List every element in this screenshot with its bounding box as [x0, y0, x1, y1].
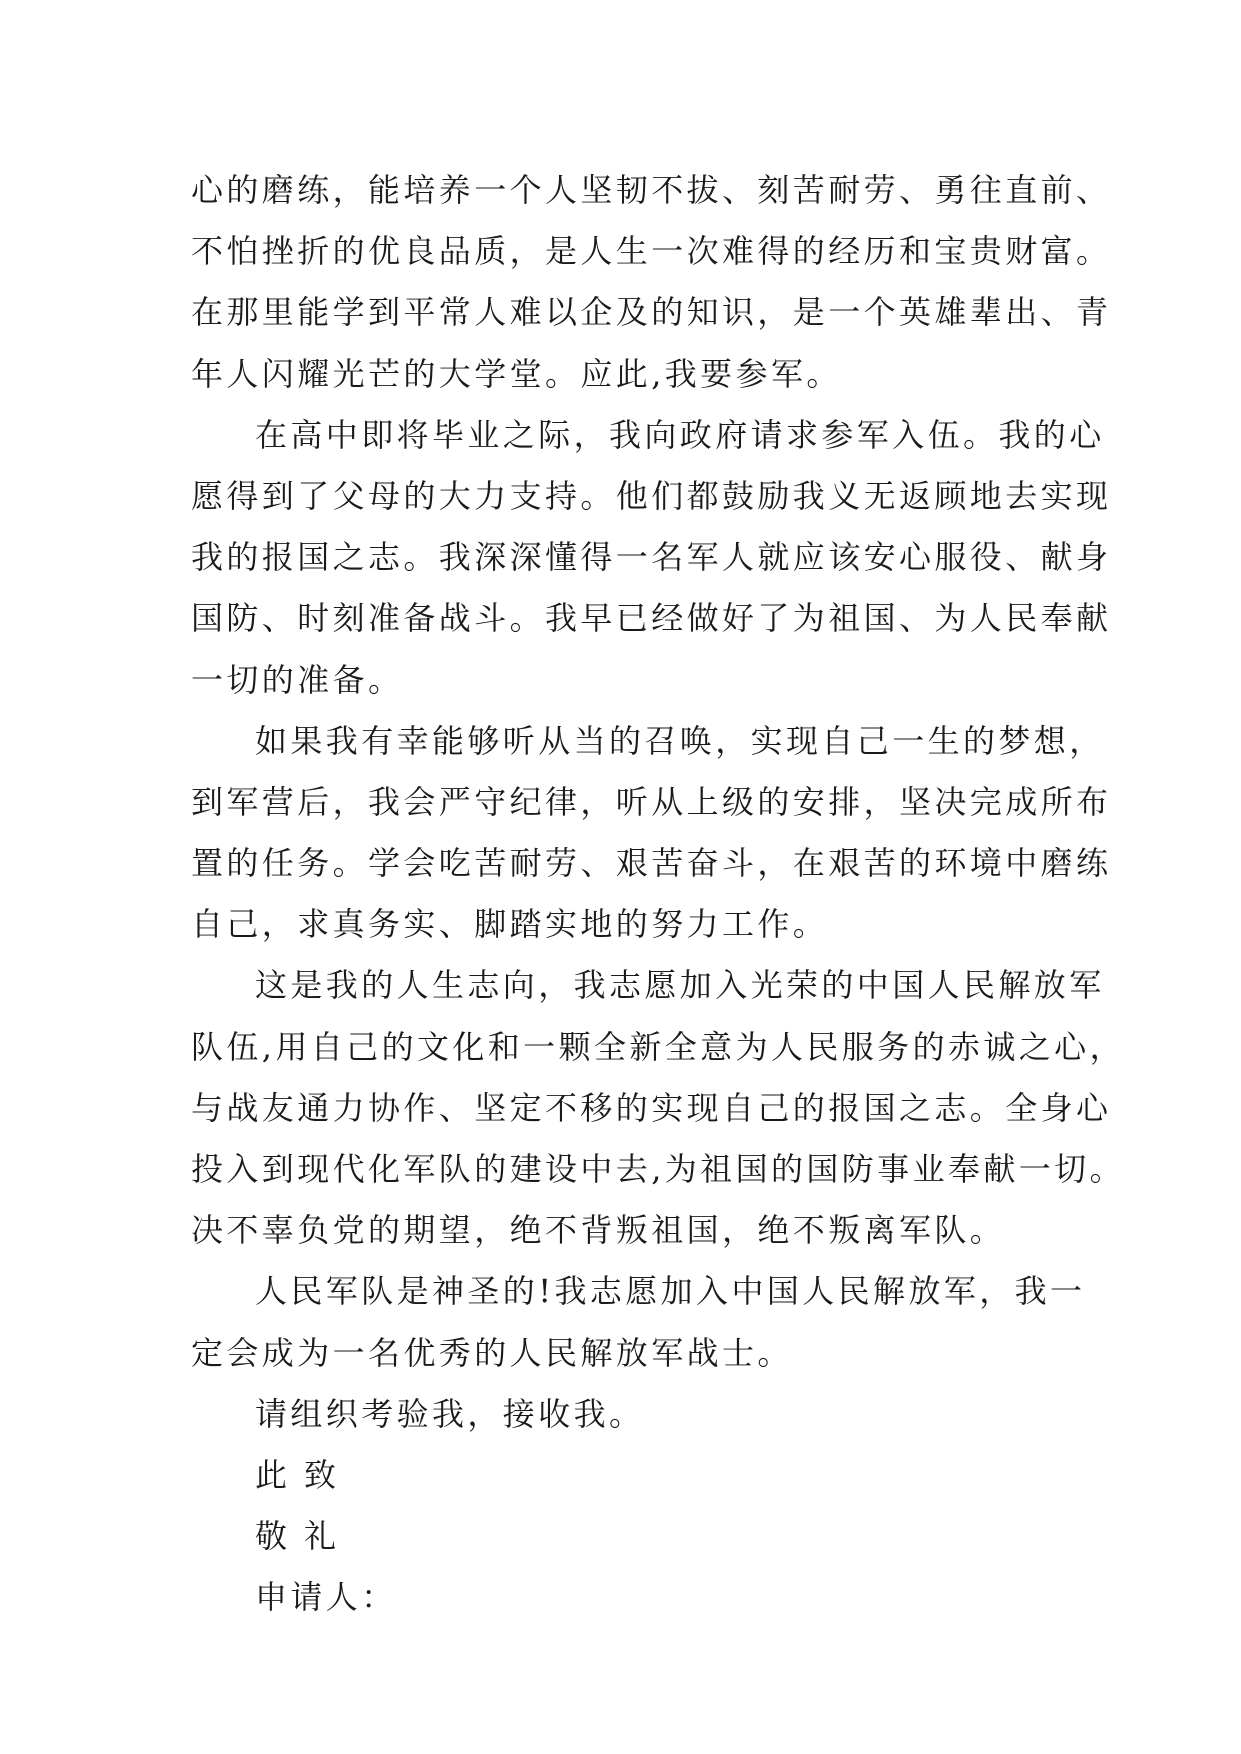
text-line: 人民军队是神圣的!我志愿加入中国人民解放军，我一: [255, 1272, 1086, 1311]
text-line: 决不辜负党的期望，绝不背叛祖国，绝不叛离军队。: [191, 1211, 1006, 1250]
salutation-line: 此 致: [255, 1455, 340, 1494]
text-line: 如果我有幸能够听从当的召唤，实现自己一生的梦想，: [255, 721, 1105, 760]
text-line: 自己，求真务实、脚踏实地的努力工作。: [191, 905, 829, 944]
text-line: 我的报国之志。我深深懂得一名军人就应该安心服役、献身: [191, 538, 1112, 577]
text-line: 国防、时刻准备战斗。我早已经做好了为祖国、为人民奉献: [191, 599, 1112, 638]
text-line: 队伍,用自己的文化和一颗全新全意为人民服务的赤诚之心，: [191, 1027, 1125, 1066]
signature-line: 申请人：: [255, 1578, 397, 1617]
text-line: 愿得到了父母的大力支持。他们都鼓励我义无返顾地去实现: [191, 476, 1112, 515]
text-line: 置的任务。学会吃苦耐劳、艰苦奋斗，在艰苦的环境中磨练: [191, 844, 1112, 883]
text-line: 定会成为一名优秀的人民解放军战士。: [191, 1333, 793, 1372]
text-line: 不怕挫折的优良品质，是人生一次难得的经历和宝贵财富。: [191, 232, 1112, 271]
text-line: 这是我的人生志向，我志愿加入光荣的中国人民解放军: [255, 966, 1105, 1005]
text-line: 在那里能学到平常人难以企及的知识，是一个英雄辈出、青: [191, 293, 1112, 332]
text-line: 心的磨练，能培养一个人坚韧不拔、刻苦耐劳、勇往直前、: [191, 171, 1112, 209]
text-line: 年人闪耀光芒的大学堂。应此,我要参军。: [191, 354, 842, 393]
text-line: 一切的准备。: [191, 660, 404, 699]
salutation-line: 敬 礼: [255, 1517, 340, 1556]
text-line: 请组织考验我，接收我。: [255, 1394, 645, 1433]
text-line: 投入到现代化军队的建设中去,为祖国的国防事业奉献一切。: [191, 1150, 1125, 1188]
text-line: 到军营后，我会严守纪律，听从上级的安排，坚决完成所布: [191, 782, 1112, 821]
text-line: 在高中即将毕业之际，我向政府请求参军入伍。我的心: [255, 415, 1105, 454]
letter-body: [191, 160, 1125, 1629]
text-line: 与战友通力协作、坚定不移的实现自己的报国之志。全身心: [191, 1088, 1112, 1127]
